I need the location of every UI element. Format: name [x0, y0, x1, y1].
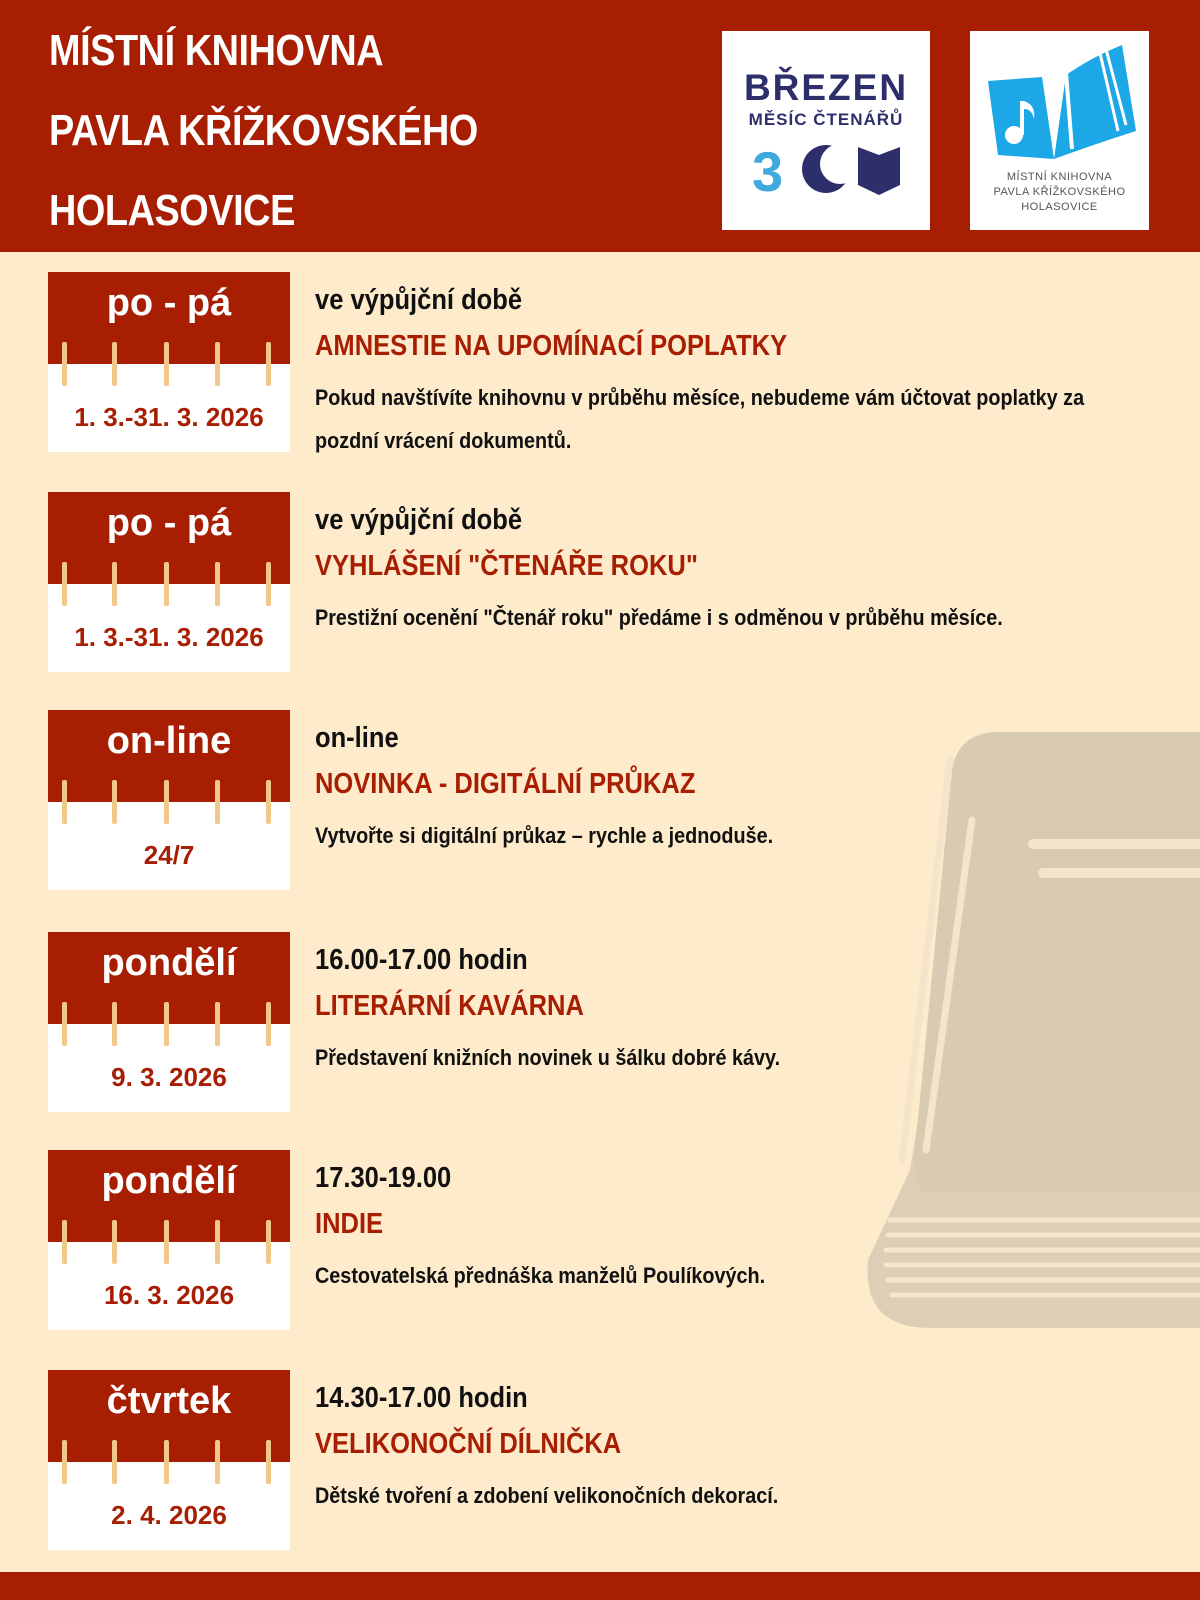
event-description: Prestižní ocenění "Čtenář roku" předáme i s odměnou v průběhu měsíce. [315, 605, 1003, 630]
library-title-line-1: MÍSTNÍ KNIHOVNA [49, 26, 384, 75]
event-date: 2. 4. 2026 [111, 1500, 227, 1530]
event-description: Cestovatelská přednáška manželů Poulíkových. [315, 1263, 766, 1288]
open-book-music-note-icon [980, 39, 1140, 169]
logo-brezen-title: BŘEZEN [743, 67, 909, 108]
event-time: 16.00-17.00 hodin [315, 944, 528, 976]
event-date: 1. 3.-31. 3. 2026 [74, 622, 264, 652]
event-date: 16. 3. 2026 [103, 1280, 235, 1310]
event-time: 14.30-17.00 hodin [315, 1382, 528, 1414]
event-date: 24/7 [143, 840, 195, 870]
event-digitalni-prukaz [0, 710, 1200, 890]
library-logo [970, 31, 1149, 230]
calendar-icon [48, 272, 290, 452]
event-description: Vytvořte si digitální průkaz – rychle a jednoduše. [315, 823, 774, 848]
event-day: po - pá [106, 282, 232, 324]
event-day: po - pá [106, 502, 232, 544]
event-date: 9. 3. 2026 [111, 1062, 227, 1092]
calendar-icon [48, 1150, 290, 1330]
calendar-icon [48, 1370, 290, 1550]
event-ctenar-roku [0, 492, 1200, 672]
library-logo-caption-line-1: MÍSTNÍ KNIHOVNA [1006, 171, 1113, 183]
brezen-mesic-ctenaru-logo [722, 31, 930, 230]
event-time: ve výpůjční době [315, 284, 523, 316]
crescent-moon-icon [802, 144, 860, 193]
event-day: pondělí [101, 1160, 237, 1202]
calendar-icon [48, 710, 290, 890]
library-logo-caption-line-3: HOLASOVICE [1021, 201, 1098, 213]
event-title: NOVINKA - DIGITÁLNÍ PRŮKAZ [315, 768, 696, 800]
footer-bar [0, 1572, 1200, 1600]
event-date: 1. 3.-31. 3. 2026 [74, 402, 264, 432]
logo-brezen-subtitle: MĚSÍC ČTENÁŘŮ [748, 110, 904, 129]
event-day: pondělí [101, 942, 237, 984]
event-title: VYHLÁŠENÍ "ČTENÁŘE ROKU" [315, 550, 698, 582]
event-velikonocni-dilnicka [0, 1370, 1200, 1550]
event-title: INDIE [315, 1208, 384, 1240]
header-banner [0, 0, 1200, 252]
event-day: on-line [106, 720, 232, 762]
event-amnestie [0, 272, 1200, 452]
event-indie [0, 1150, 1200, 1330]
event-description: Dětské tvoření a zdobení velikonočních dekorací. [315, 1483, 779, 1508]
event-time: 17.30-19.00 [315, 1162, 452, 1194]
book-icon [858, 147, 900, 195]
event-description: Pokud navštívíte knihovnu v průběhu měsíce, nebudeme vám účtovat poplatky za pozdní vrácení dokumentů. [315, 385, 1085, 453]
library-title-line-2: PAVLA KŘÍŽKOVSKÉHO [49, 106, 478, 155]
event-title: LITERÁRNÍ KAVÁRNA [315, 990, 584, 1022]
logo-numeral-three: 3 [752, 140, 784, 201]
library-title-line-3: HOLASOVICE [49, 186, 295, 235]
event-description: Představení knižních novinek u šálku dobré kávy. [315, 1045, 781, 1070]
event-day: čtvrtek [106, 1380, 232, 1422]
event-literarni-kavarna [0, 932, 1200, 1112]
event-time: on-line [315, 722, 399, 754]
event-title: AMNESTIE NA UPOMÍNACÍ POPLATKY [315, 330, 788, 362]
event-time: ve výpůjční době [315, 504, 523, 536]
event-title: VELIKONOČNÍ DÍLNIČKA [315, 1428, 622, 1460]
logo-brezen-graphics [746, 139, 906, 201]
library-logo-caption-line-2: PAVLA KŘÍŽKOVSKÉHO [993, 186, 1126, 198]
calendar-icon [48, 932, 290, 1112]
calendar-icon [48, 492, 290, 672]
